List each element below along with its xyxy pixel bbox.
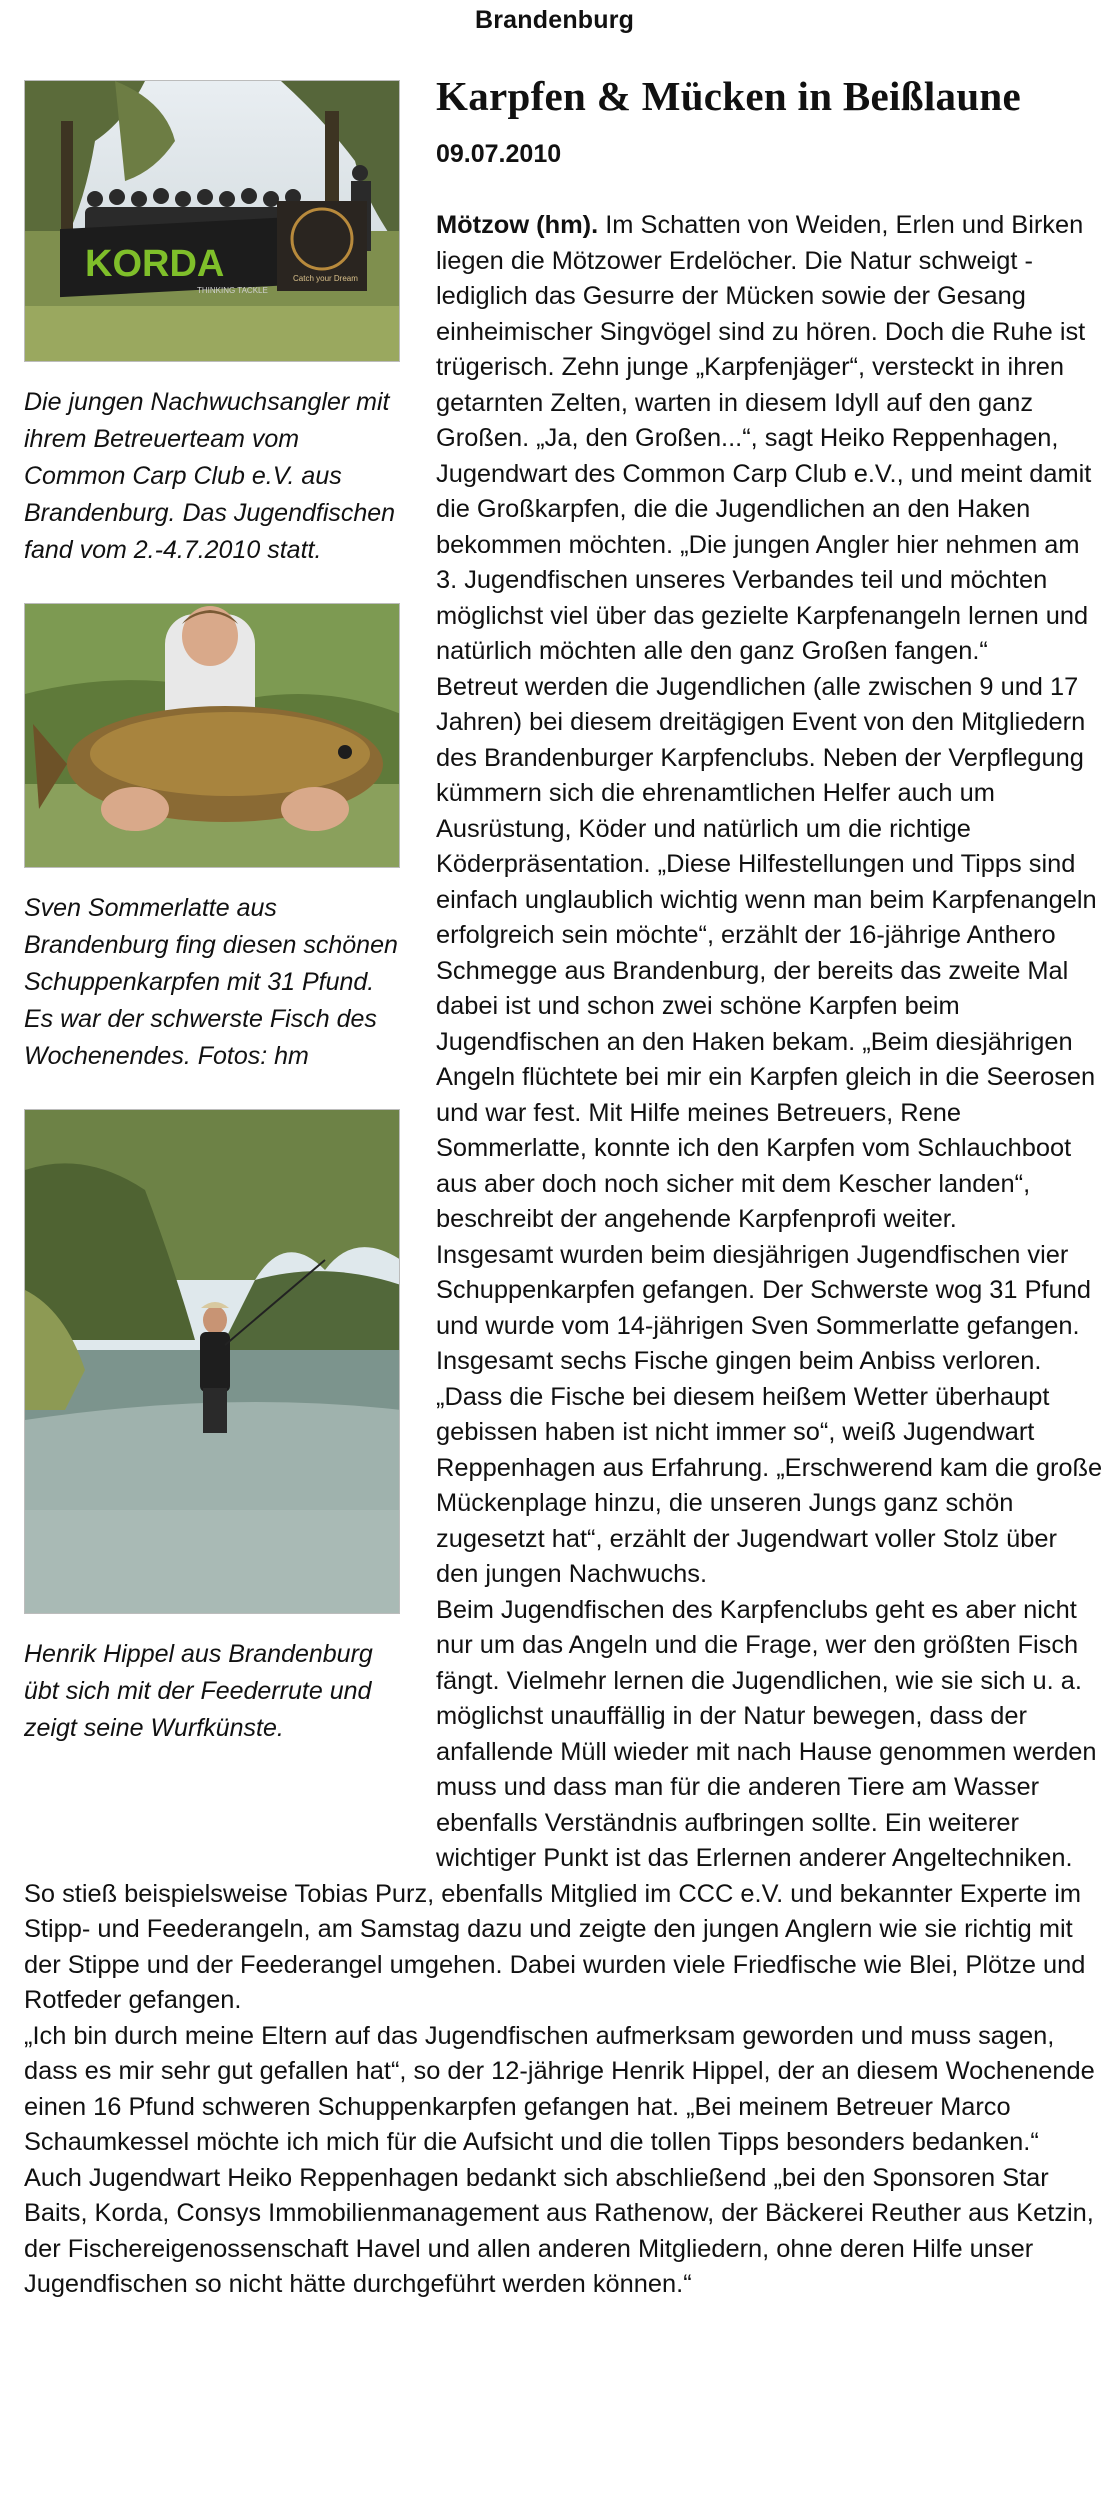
group-photo-caption: Die jungen Nachwuchsangler mit ihrem Betreuerteam vom Common Carp Club e.V. aus Brandenburg. Das Jugendfischen fand vom 2.-4.7.2010 statt. [24,388,396,564]
article-paragraph: Beim Jugendfischen des Karpfenclubs geht es aber nicht nur um das Angeln und die Frage, wer den größten Fisch fängt. Vielmehr lernen die Jugendlichen, wie sie sich u. a. möglichst unauffällig in der Natur bewegen, dass der anfallende Müll wieder mit nach Hause genommen werden muss und dass man für die anderen Tiere am Wasser ebenfalls Verständnis aufbringen sollte. Ein weiterer wichtiger Punkt ist das Erlernen anderer Angeltechniken. So stieß beispielsweise Tobias Purz, ebenfalls Mitglied im CCC e.V. und bekannter Experte im Stipp- und Feederangeln, am Samstag dazu und zeigte den jungen Anglern wie sie richtig mit der Stippe und der Feederangel umgehen. Dabei wurden viele Friedfische wie Blei, Plötze und Rotfeder gefangen. [24,1595,1097,2014]
article-paragraph: Auch Jugendwart Heiko Reppenhagen bedankt sich abschließend „bei den Sponsoren Star Baits, Korda, Consys Immobilienmanagement aus Rathenow, der Bäckerei Reuther aus Ketzin, der Fischereigenossenschaft Havel und allen anderen Mitgliedern, ohne deren Hilfe unser Jugendfischen so nicht hätte durchgeführt werden können.“ [24,2163,1094,2298]
dateline: Mötzow (hm). [436,211,599,239]
article-date: 09.07.2010 [436,140,562,168]
paragraph-text: Im Schatten von Weiden, Erlen und Birken liegen die Mötzower Erdelöcher. Die Natur schweigt - lediglich das Gesurre der Mücken sowie der Gesang einheimischer Singvögel sind zu hören. Doch die Ruhe ist trügerisch. Zehn junge „Karpfenjäger“, versteckt in ihren getarnten Zelten, warten in diesem Idyll auf den ganz Großen. „Ja, den Großen...“, sagt Heiko Reppenhagen, Jugendwart des Common Carp Club e.V., und meint damit die Großkarpfen, die die Jugendlichen an den Haken bekommen möchten. „Die jungen Angler hier nehmen am 3. Jugendfischen unseres Verbandes teil und möchten möglichst viel über das gezielte Karpfenangeln lernen und natürlich möchten alle den ganz Großen fangen.“ [436,211,1092,665]
photo-column-spacer [24,208,436,1858]
korda-banner-subtext: THINKING TACKLE [197,286,268,295]
article-paragraph: „Dass die Fische bei diesem heißem Wetter überhaupt gebissen haben ist nicht immer so“, weiß Jugendwart Reppenhagen aus Erfahrung. „Erschwerend kam die große Mückenplage hinzu, die unseren Jungs ganz schön zugesetzt hat“, erzählt der Jugendwart voller Stolz über den jungen Nachwuchs. [436,1382,1103,1588]
article-paragraph: „Ich bin durch meine Eltern auf das Jugendfischen aufmerksam geworden und muss sagen, dass es mir sehr gut gefallen hat“, so der 12-jährige Henrik Hippel, der an diesem Wochenende einen 16 Pfund schweren Schuppenkarpfen gefangen hat. „Bei meinem Betreuer Marco Schaumkessel möchte ich mich für die Aufsicht und die tollen Tipps besonders bedanken.“ [24,2021,1095,2156]
korda-banner-text: KORDA [85,243,225,285]
article-headline: Karpfen & Mücken in Beißlaune [436,73,1022,119]
article-body [24,208,1104,2303]
club-banner-text: Catch your Dream [293,274,358,283]
article-paragraph: Insgesamt wurden beim diesjährigen Jugendfischen vier Schuppenkarpfen gefangen. Der Schwerste wog 31 Pfund und wurde vom 14-jährigen Sven Sommerlatte gefangen. Insgesamt sechs Fische gingen beim Anbiss verloren. [436,1240,1091,1375]
article-paragraph: Betreut werden die Jugendlichen (alle zwischen 9 und 17 Jahren) bei diesem dreitägigen Event von den Mitgliedern des Brandenburger Karpfenclubs. Neben der Verpflegung kümmern sich die ehrenamtlichen Helfer auch um Ausrüstung, Köder und natürlich um die richtige Köderpräsentation. „Diese Hilfestellungen und Tipps sind einfach unglaublich wichtig wenn man beim Karpfenangeln erfolgreich sein möchte“, erzählt der 16-jährige Anthero Schmegge aus Brandenburg, der bereits das zweite Mal dabei ist und schon zwei schöne Karpfen beim Jugendfischen an den Haken bekam. „Beim diesjährigen Angeln flüchtete bei mir ein Karpfen gleich in die Seerosen und war fest. Mit Hilfe meines Betreuers, Rene Sommerlatte, konnte ich den Karpfen vom Schlauchboot aus aber doch noch sicher mit dem Kescher landen“, beschreibt der angehende Karpfenprofi weiter. [436,672,1097,1233]
section-label: Brandenburg [475,6,635,34]
carp-photo-caption: Sven Sommerlatte aus Brandenburg fing diesen schönen Schuppenkarpfen mit 31 Pfund. Es war der schwerste Fisch des Wochenendes. Fotos: hm [24,894,398,1070]
feeder-photo-caption: Henrik Hippel aus Brandenburg übt sich mit der Feederrute und zeigt seine Wurfkünste. [24,1640,373,1742]
